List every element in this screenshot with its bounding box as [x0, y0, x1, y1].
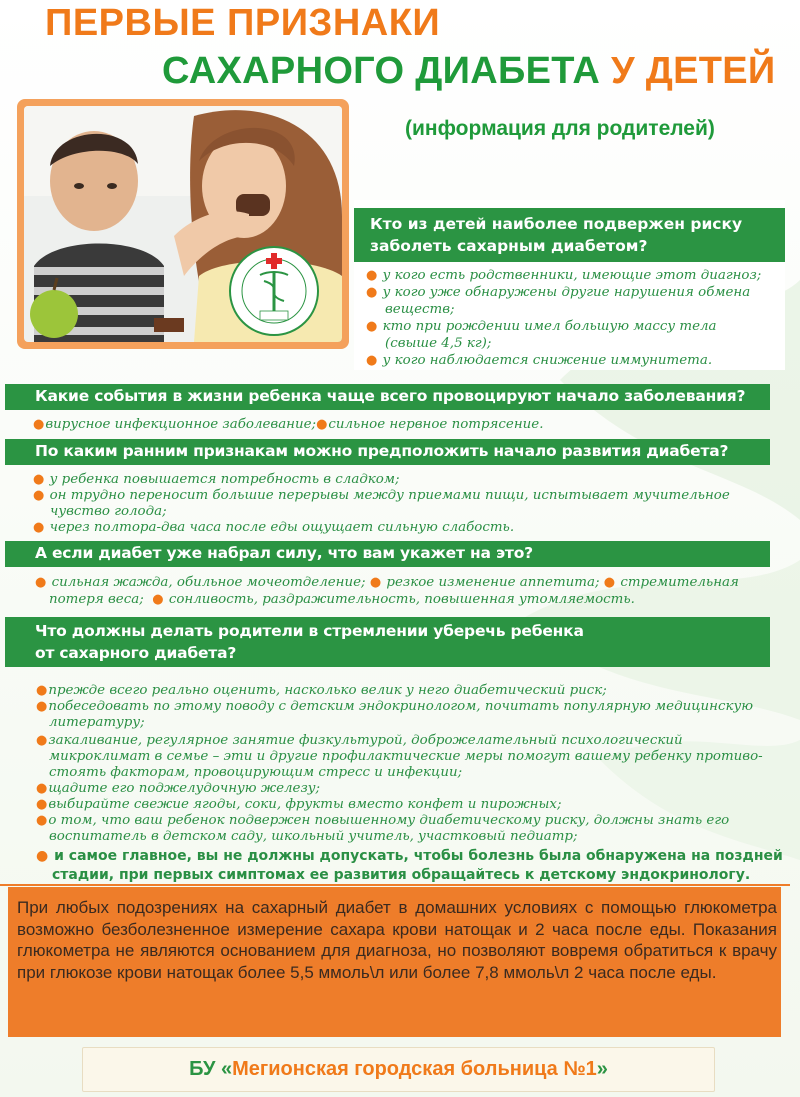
parents-question: [5, 617, 770, 667]
risk-item-cont: (свыше 4,5 кг);: [385, 336, 492, 351]
parents-item-cont: микроклимат в семье – эти и другие профилактические меры помогут вашему ребенку противо-: [49, 749, 763, 764]
footer-name: Мегионская городская больница №1: [232, 1058, 597, 1080]
parents-item: ●щадите его поджелудочную железу;: [36, 781, 321, 796]
advanced-item: потеря веса;: [49, 592, 144, 607]
risk-item-text: кто при рождении имел большую массу тела: [382, 319, 717, 334]
risk-item-text: у кого уже обнаружены другие нарушения обмена: [382, 285, 751, 300]
title-line-1: ПЕРВЫЕ ПРИЗНАКИ: [45, 2, 441, 44]
early-item-text: через полтора-два часа после еды ощущает сильную слабость.: [49, 520, 515, 535]
risk-item-text: у кого наблюдается снижение иммунитета.: [382, 353, 713, 368]
risk-question: [354, 208, 785, 262]
events-item-1: вирусное инфекционное заболевание;: [45, 417, 317, 432]
footer-suffix: »: [596, 1058, 608, 1080]
risk-item-cont: веществ;: [385, 302, 455, 317]
parents-main-line-2: стадии, при первых симптомах ее развития обращайтесь к детскому эндокринологу.: [52, 867, 751, 883]
early-item: ● он трудно переносит большие перерывы между приемами пищи, испытывает мучительное: [33, 488, 730, 503]
early-item-cont: чувство голода;: [50, 504, 167, 519]
parents-item: ●о том, что ваш ребенок подвержен повышенному диабетическому риску, должны знать его: [36, 813, 730, 828]
early-item-text: он трудно переносит большие перерывы между приемами пищи, испытывает мучительное: [49, 488, 730, 503]
events-question: Какие события в жизни ребенка чаще всего провоцируют начало заболевания?: [5, 384, 770, 410]
footer-prefix: БУ «: [189, 1058, 233, 1080]
parents-item-text: выбирайте свежие ягоды, соки, фрукты вместо конфет и пирожных;: [48, 797, 562, 812]
risk-item: ● у кого есть родственники, имеющие этот диагноз;: [366, 268, 762, 283]
parents-item-cont: воспитатель в детском саду, школьный учитель, участковый педиатр;: [49, 829, 578, 844]
early-item-text: у ребенка повышается потребность в сладком;: [49, 472, 400, 487]
parents-item-cont: литературу;: [49, 715, 145, 730]
children-illustration: [24, 106, 342, 342]
early-question: По каким ранним признакам можно предположить начало развития диабета?: [5, 439, 770, 465]
parents-item-text: закаливание, регулярное занятие физкультурой, доброжелательный психологический: [48, 733, 683, 748]
parents-item-text: щадите его поджелудочную железу;: [48, 781, 321, 796]
parents-main-point: [36, 847, 783, 885]
subtitle: (информация для родителей): [405, 117, 715, 140]
risk-item: ● у кого наблюдается снижение иммунитета.: [366, 353, 713, 368]
parents-item-text: побеседовать по этому поводу с детским эндокринологом, почитать популярную медицинскую: [48, 699, 754, 714]
advanced-line-1: ● сильная жажда, обильное мочеотделение; ● резкое изменение аппетита; ● стремительная: [35, 575, 739, 590]
children-photo: [24, 106, 342, 342]
events-item-2: сильное нервное потрясение.: [328, 417, 544, 432]
parents-item-text: о том, что ваш ребенок подвержен повышенному диабетическому риску, должны знать его: [48, 813, 730, 828]
risk-question-line-1: Кто из детей наиболее подвержен риску: [370, 215, 743, 233]
advanced-item: сонливость, раздражительность, повышенная утомляемость.: [168, 592, 635, 607]
parents-main-text: и самое главное, вы не должны допускать, чтобы болезнь была обнаружена на поздней: [54, 848, 783, 864]
risk-item: ● у кого уже обнаружены другие нарушения обмена: [366, 285, 751, 300]
parents-item: ●побеседовать по этому поводу с детским эндокринологом, почитать популярную медицинскую: [36, 699, 754, 714]
hospital-logo-icon: [230, 247, 318, 335]
risk-item: ● кто при рождении имел большую массу тела: [366, 319, 717, 334]
notice-text: При любых подозрениях на сахарный диабет в домашних условиях с помощью глюкометра возможно безболезненное измерение сахара крови натощак и 2 часа после еды. Показания глюкометра не являются основанием для диагноза, но позволяют вовремя обратиться к врачу при глюкозе крови натощак более 5,5 ммоль\л или более 7,8 ммоль\л 2 часа после еды.: [17, 898, 777, 982]
advanced-item: сильная жажда, обильное мочеотделение;: [51, 575, 366, 590]
early-item: ● у ребенка повышается потребность в сладком;: [33, 472, 400, 487]
title-line-2: [162, 50, 776, 93]
advanced-question: А если диабет уже набрал силу, что вам укажет на это?: [5, 541, 770, 567]
advanced-line-2: потеря веса; ● сонливость, раздражительность, повышенная утомляемость.: [49, 592, 635, 607]
parents-item: ●выбирайте свежие ягоды, соки, фрукты вместо конфет и пирожных;: [36, 797, 562, 812]
parents-question-line-2: от сахарного диабета?: [35, 644, 237, 662]
parents-main-line-1: ● и самое главное, вы не должны допускать, чтобы болезнь была обнаружена на поздней: [36, 848, 783, 864]
parents-item: ●прежде всего реально оценить, насколько велик у него диабетический риск;: [36, 683, 607, 698]
risk-question-line-2: заболеть сахарным диабетом?: [370, 237, 648, 255]
advanced-item: стремительная: [620, 575, 739, 590]
title-line-2-accent: У ДЕТЕЙ: [610, 50, 776, 92]
risk-item-text: у кого есть родственники, имеющие этот диагноз;: [382, 268, 762, 283]
parents-item-cont: стоять факторам, провоцирующим стресс и инфекции;: [49, 765, 463, 780]
parents-question-line-1: Что должны делать родители в стремлении уберечь ребенка: [35, 622, 584, 640]
events-line: ●вирусное инфекционное заболевание;●сильное нервное потрясение.: [33, 417, 544, 432]
early-item: ● через полтора-два часа после еды ощущает сильную слабость.: [33, 520, 515, 535]
parents-item-text: прежде всего реально оценить, насколько велик у него диабетический риск;: [48, 683, 607, 698]
title-line-2-main: САХАРНОГО ДИАБЕТА: [162, 50, 601, 92]
advanced-item: резкое изменение аппетита;: [386, 575, 600, 590]
footer-hospital-name: [82, 1047, 715, 1092]
parents-item: ●закаливание, регулярное занятие физкультурой, доброжелательный психологический: [36, 733, 683, 748]
